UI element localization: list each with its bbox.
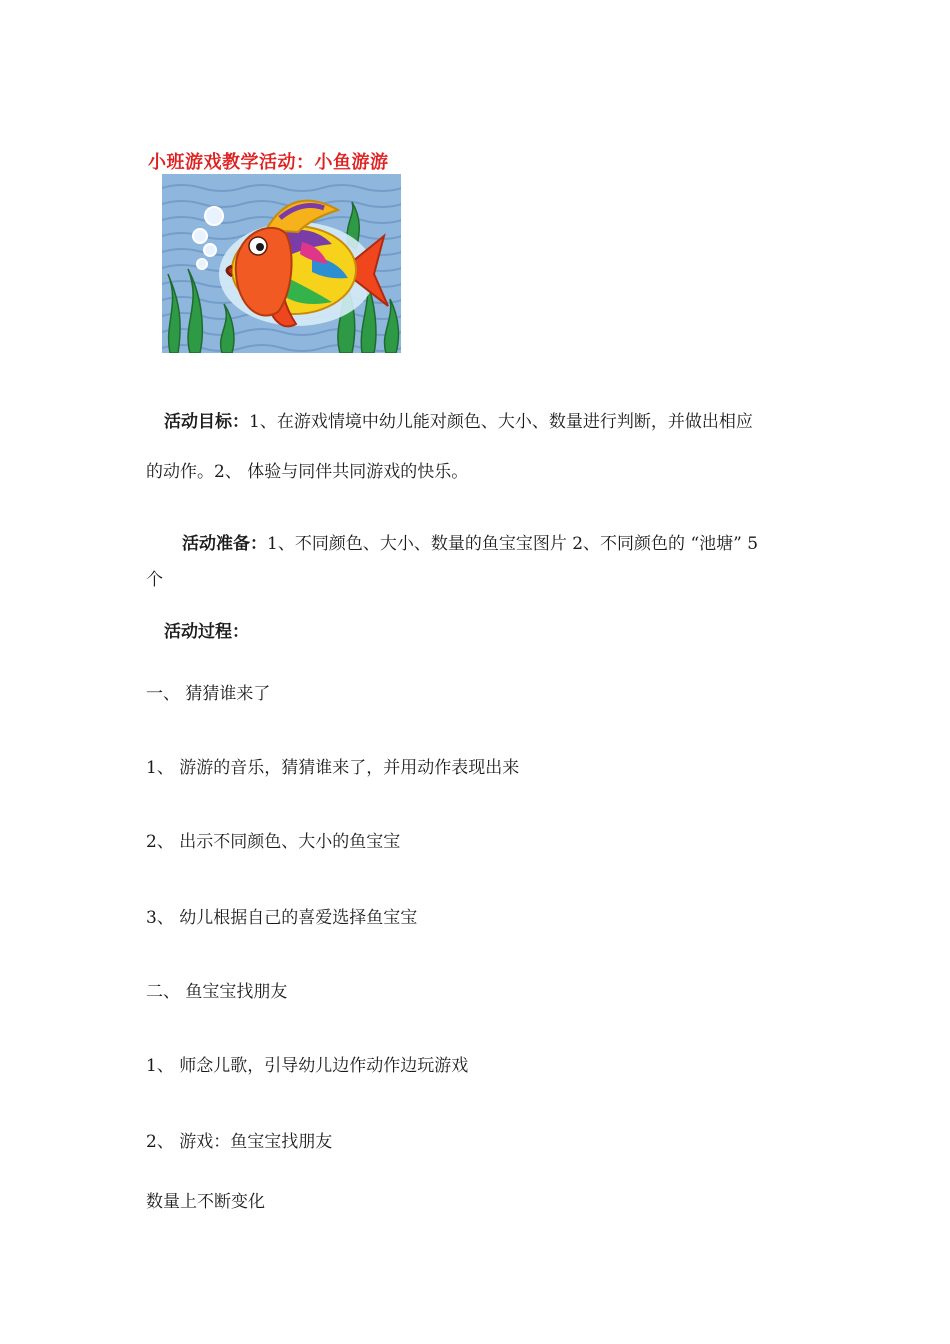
process-item: 二、 鱼宝宝找朋友 — [146, 982, 288, 1002]
preparation-text-1: 1、不同颜色、大小、数量的鱼宝宝图片 2、不同颜色的 “池塘” 5 — [267, 534, 759, 554]
process-label: 活动过程： — [164, 622, 249, 642]
process-item: 1、 师念儿歌，引导幼儿边作动作边玩游戏 — [146, 1056, 469, 1076]
document-title: 小班游戏教学活动：小鱼游游 — [148, 152, 389, 173]
process-item: 2、 游戏：鱼宝宝找朋友 — [146, 1132, 333, 1152]
process-item: 3、 幼儿根据自己的喜爱选择鱼宝宝 — [146, 908, 418, 928]
goals-label: 活动目标： — [164, 412, 249, 432]
goals-line-2: 的动作。2、 体验与同伴共同游戏的快乐。 — [146, 462, 469, 482]
process-item: 数量上不断变化 — [146, 1192, 265, 1212]
preparation-label: 活动准备： — [182, 534, 267, 554]
process-item: 一、 猜猜谁来了 — [146, 684, 271, 704]
goals-line-1 — [164, 412, 753, 432]
process-item: 1、 游游的音乐，猜猜谁来了，并用动作表现出来 — [146, 758, 520, 778]
fish-illustration — [162, 174, 401, 353]
goals-text-1: 1、在游戏情境中幼儿能对颜色、大小、数量进行判断，并做出相应 — [249, 412, 753, 432]
process-item: 2、 出示不同颜色、大小的鱼宝宝 — [146, 832, 401, 852]
preparation-line-2: 个 — [146, 570, 163, 590]
preparation-line-1 — [182, 534, 758, 554]
